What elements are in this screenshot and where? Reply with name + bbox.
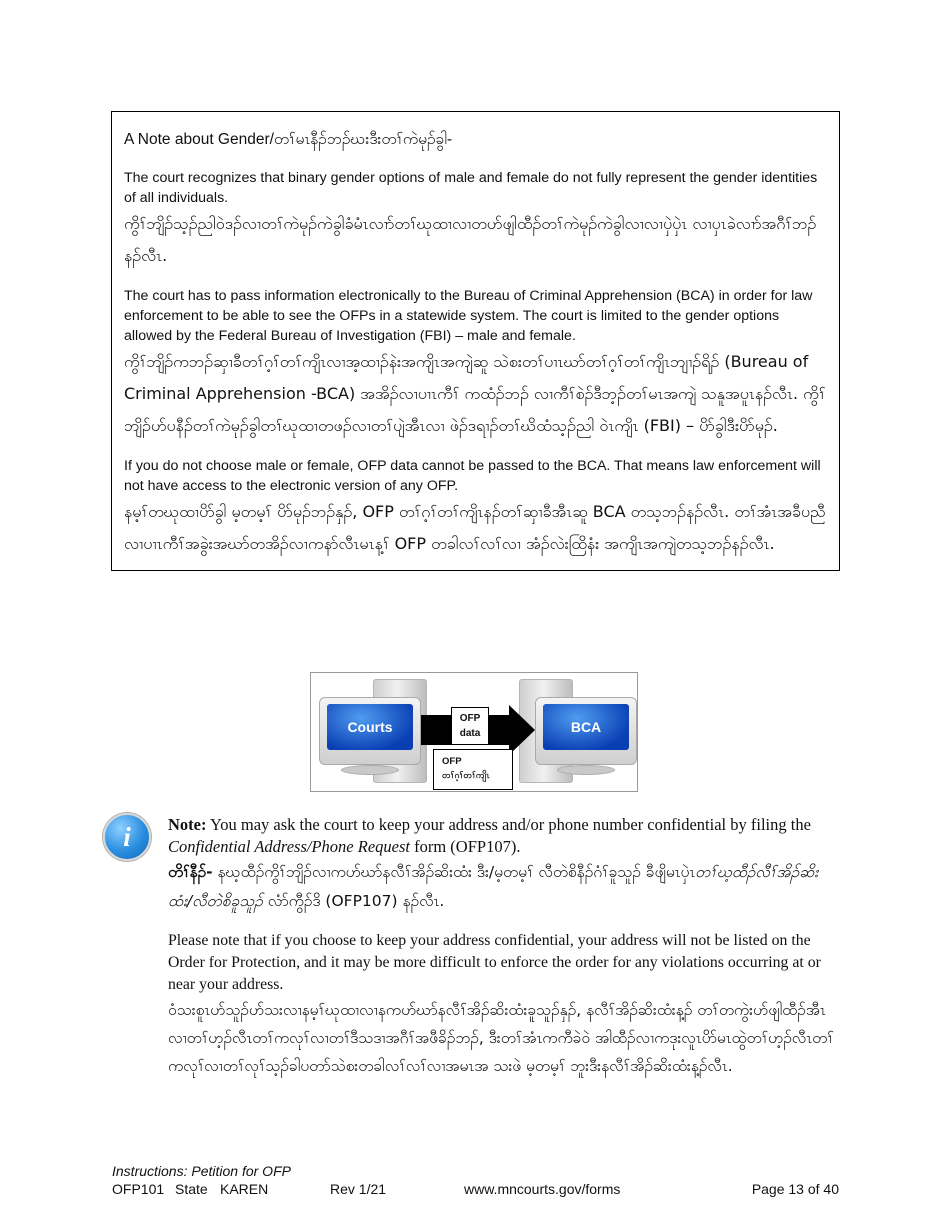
footer-page-number: Page 13 of 40 [751, 1181, 839, 1197]
gender-note-title: A Note about Gender/တၢ်မၤနီၣ်ဘၣ်ဃးဒီးတၢ်ကဲမုၣ်ခွါ- [124, 131, 453, 148]
bca-screen-label: BCA [570, 719, 602, 735]
note-karen-part-2: လံာ်ကွီၣ်ဒိ (OFP107) နၣ်လီၤ. [262, 892, 445, 910]
courts-screen-label: Courts [347, 719, 393, 735]
courts-monitor-icon [319, 697, 421, 765]
bca-monitor-icon [535, 697, 637, 765]
ofp-data-label-line-2: data [459, 728, 481, 739]
confidential-form-name-karen: တၢ်ဃ့ထီၣ်လီၢ်အိၣ်ဆိးထံး/လီတဲစိခူသူၣ် [168, 863, 819, 910]
footer-form-number: OFP101 [112, 1181, 165, 1197]
info-icon: i [103, 813, 151, 861]
note-text-part-2: form (OFP107). [409, 837, 521, 856]
confidential-address-note [168, 814, 840, 1094]
note-text-part-1: You may ask the court to keep your address and/or phone number confidential by filing the [206, 815, 811, 834]
footer-language: KAREN [220, 1181, 269, 1197]
footer-revision: Rev 1/21 [330, 1181, 387, 1197]
ofp-data-flow-diagram [310, 672, 638, 792]
gender-note-paragraph-1-karen: ကွိၢ်ဘျိၣ်သ့ၣ်ညါဝဲဒၣ်လၢတၢ်ကဲမုၣ်ကဲခွါခံမံၤလၢာ်တၢ်ဃုထၢလၢတဟ်ဖျါထီၣ်တၢ်ကဲမုၣ်ကဲခွါလၢလၢပှဲပှဲၤ လၢပှၤခဲလၢာ်အဂီၢ်ဘၣ်နၣ်လီၤ. [124, 214, 817, 265]
address-warning-karen: ဝံသးစူၤဟ်သူၣ်ဟ်သးလၢနမ့ၢ်ဃုထၢလၢနကဟ်ဃာ်နလီၢ်အိၣ်ဆိးထံးခူသူၣ်နှၣ်, နလီၢ်အိၣ်ဆိးထံးန့ၣ် တၢ်တကွဲးဟ်ဖျါထီၣ်အီၤလၢတၢ်ဟ့ၣ်လီၤတၢ်ကလုၢ်လၢတၢ်ဒီသဒၢအဂီၢ်အဖီခိၣ်ဘၣ်, ဒီးတၢ်အံၤကကီခဲဝဲ အါထီၣ်လၢကဒုးလူၤပိာ်မၤထွဲတၢ်ဟ့ၣ်လီၤတၢ်ကလုၢ်လၢတၢ်လုၢ်သ့ၣ်ခါပတာ်သဲစးတခါလၢ်လၢ်လၢအမၤအ သးဖဲ မ့တမ့ၢ် ဘူးဒီးနလီၢ်အိၣ်ဆိးထံးန့ၣ်လီၤ. [168, 1001, 834, 1075]
note-label: Note: [168, 815, 207, 834]
note-paragraph-karen [168, 858, 840, 916]
footer-website-link[interactable]: www.mncourts.gov/forms [464, 1181, 621, 1197]
gender-note-paragraph-3-karen: နမ့ၢ်တဃုထၢပိာ်ခွါ မ့တမ့ၢ် ပိာ်မုၣ်ဘၣ်နှၣ်, OFP တၢ်ဂ့ၢ်တၢ်ကျိၤနၣ်တၢ်ဆှၢခီအီၤဆူ BCA တသ့ဘၣ်နၣ်လီၤ. တၢ်အံၤအခီပညီလၢပၢၤကီၢ်အခွဲးအဃာ်တအိၣ်လၢကနာ်လီၤမၤန့ၢ် OFP တခါလၢ်လၢ်လၢ အံၣ်လဲးထြိနံး အကျိၤအကျဲတသ့ဘၣ်နၣ်လီၤ. [124, 502, 826, 553]
ofp-data-label-line-1: OFP [459, 713, 481, 724]
ofp-karen-label-line-1: OFP [442, 756, 462, 767]
ofp-karen-label-line-2: တၢ်ဂ့ၢ်တၢ်ကျိၤ [442, 771, 490, 781]
ofp-data-label [451, 707, 489, 745]
gender-note-paragraph-2-en: The court has to pass information electronically to the Bureau of Criminal Apprehension (BCA) in order for law enforcement to be able to see the OFPs in a statewide system. The court is limited to the gender options allowed by the Federal Bureau of Investigation (FBI) – male and female. [124, 288, 813, 344]
courts-monitor-stand [341, 765, 399, 775]
note-label-karen: တိၢ်နီၣ်- [168, 863, 213, 881]
note-paragraph-en [168, 814, 840, 858]
footer-state: State [175, 1181, 208, 1197]
note-karen-part-1: နဃ့ထီၣ်ကွိၢ်ဘျိၣ်လၢကဟ်ဃာ်နလီၢ်အိၣ်ဆိးထံး ဒီး/မ့တမ့ၢ် လီတဲစိနီၣ်ဂံၢ်ခူသူၣ် ခီဖျိမၤပှဲၤ [212, 863, 696, 881]
footer-instructions-title: Instructions: Petition for OFP [112, 1163, 291, 1179]
confidential-form-name: Confidential Address/Phone Request [168, 837, 410, 856]
data-transfer-arrow-head-icon [509, 705, 535, 755]
gender-note-paragraph-1-en: The court recognizes that binary gender options of male and female do not fully represent the gender identities of all individuals. [124, 170, 818, 206]
gender-note-paragraph-3-en: If you do not choose male or female, OFP data cannot be passed to the BCA. That means law enforcement will not have access to the electronic version of any OFP. [124, 458, 821, 494]
bca-monitor-stand [557, 765, 615, 775]
gender-note-paragraph-2-karen: ကွိၢ်ဘျိၣ်ကဘၣ်ဆှၢခီတၢ်ဂ့ၢ်တၢ်ကျိၤလၢအ့ထၢၣ်နဲးအကျိၤအကျဲဆူ သဲစးတၢ်ပၢၤဃာ်တၢ်ဂ့ၢ်တၢ်ကျိၤဘျၢၣ်ရိၣ် (Bureau of Criminal Apprehension -BCA) အအိၣ်လၢပၢၤကီၢ် ကထံၣ်ဘၣ် လၢကီၢ်စဲၣ်ဒီဘ့ၣ်တၢ်မၤအကျဲ သနူအပူၤနၣ်လီၤ. ကွိၢ်ဘျိၣ်ဟ်ပနီၣ်တၢ်ကဲမုၣ်ခွါတၢ်ဃုထၢတဖၣ်လၢတၢ်ပျဲအီၤလၢ ဖဲၣ်ဒရၢၣ်တၢ်ဃိထံသ့ၣ်ညါ ဝဲၤကျိၤ (FBI) – ပိာ်ခွါဒီးပိာ်မုၣ်. [124, 352, 826, 435]
address-warning-en: Please note that if you choose to keep your address confidential, your address will not be listed on the Order for Protection, and it may be more difficult to enforce the order for any violations occurring at or near your address. [168, 932, 821, 993]
page-footer [112, 1163, 839, 1198]
gender-note-box [111, 111, 840, 571]
ofp-karen-label [433, 749, 513, 790]
